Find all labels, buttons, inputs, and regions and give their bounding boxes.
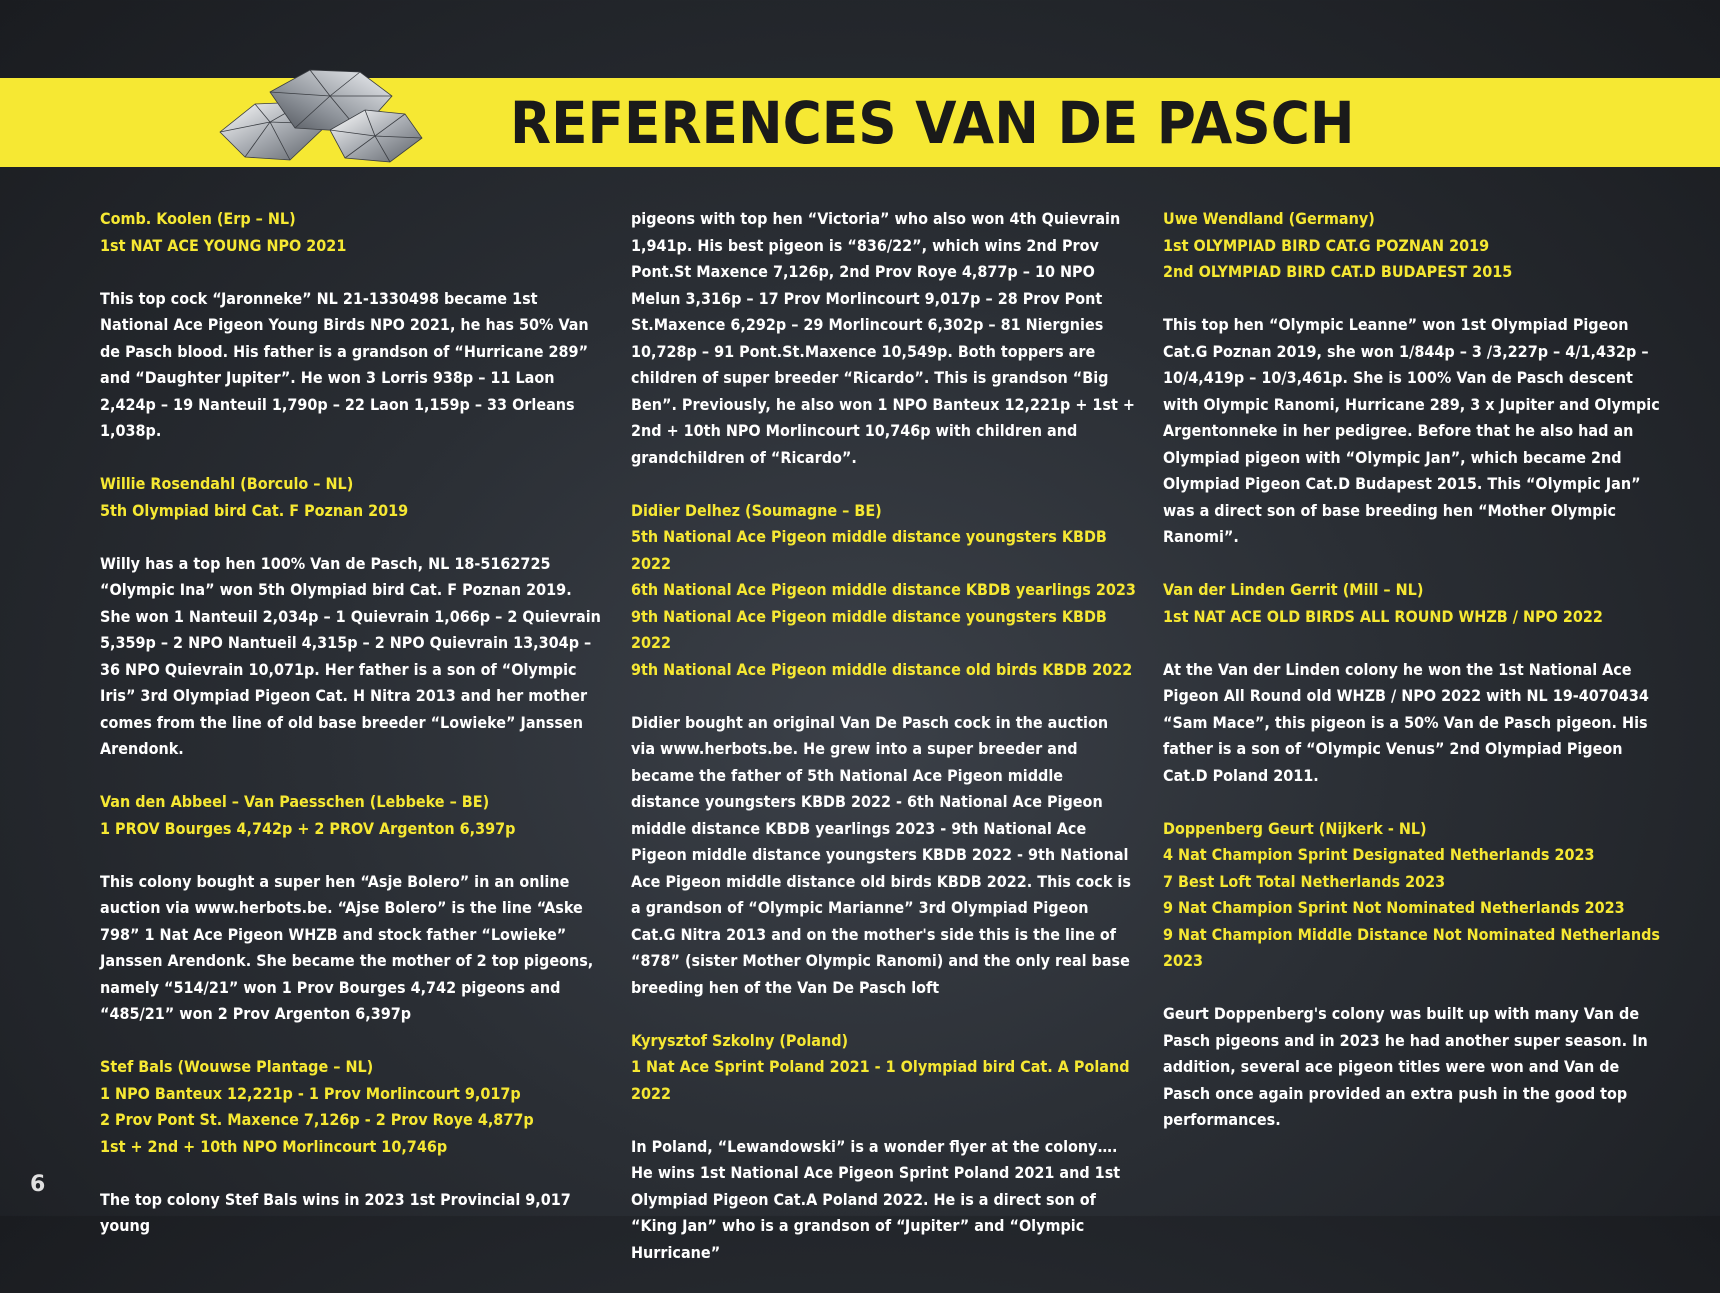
reference-heading: Doppenberg Geurt (Nijkerk - NL) 4 Nat Champion Sprint Designated Netherlands 2023 7 Best Loft Total Netherlands 2023 9 Nat Champion Sprint Not Nominated Netherlands 2023 9 Nat Champion Middle Distance Not Nominated Netherlands 2023 <box>1163 818 1660 970</box>
column-3 <box>1163 206 1668 1160</box>
reference-text: At the Van der Linden colony he won the 1st National Ace Pigeon All Round old WHZB / NPO 2022 with NL 19-4070434 “Sam Mace”, this pigeon is a 50% Van de Pasch pigeon. His father is a son of “Olympic Venus” 2nd Olympiad Pigeon Cat.D Poland 2011. <box>1163 659 1649 785</box>
reference-text: Didier bought an original Van De Pasch cock in the auction via www.herbots.be. He grew into a super breeder and became the father of 5th National Ace Pigeon middle distance youngsters KBDB 2022 - 6th National Ace Pigeon middle distance KBDB yearlings 2023 - 9th National Ace Pigeon middle distance youngsters KBDB 2022 - 9th National Ace Pigeon middle distance old birds KBDB 2022. This cock is a grandson of “Olympic Marianne” 3rd Olympiad Pigeon Cat.G Nitra 2013 and on the mother's side this is the line of “878” (sister Mother Olympic Ranomi) and the only real base breeding hen of the Van De Pasch loft <box>631 712 1131 997</box>
page-title: REFERENCES VAN DE PASCH <box>510 89 1355 157</box>
column-1 <box>100 206 605 1266</box>
reference-heading: Uwe Wendland (Germany) 1st OLYMPIAD BIRD CAT.G POZNAN 2019 2nd OLYMPIAD BIRD CAT.D BUDAPEST 2015 <box>1163 209 1513 281</box>
diamonds-illustration <box>210 62 430 172</box>
reference-heading: Van den Abbeel – Van Paesschen (Lebbeke – BE) 1 PROV Bourges 4,742p + 2 PROV Argenton 6,397p <box>100 792 516 838</box>
reference-heading: Willie Rosendahl (Borculo – NL) 5th Olympiad bird Cat. F Poznan 2019 <box>100 474 409 520</box>
reference-heading: Kyrysztof Szkolny (Poland) 1 Nat Ace Sprint Poland 2021 - 1 Olympiad bird Cat. A Poland 2022 <box>631 1030 1130 1103</box>
reference-text: This top cock “Jaronneke” NL 21-1330498 became 1st National Ace Pigeon Young Birds NPO 2021, he has 50% Van de Pasch blood. His father is a grandson of “Hurricane 289” and “Daughter Jupiter”. He won 3 Lorris 938p – 11 Laon 2,424p – 19 Nanteuil 1,790p – 22 Laon 1,159p – 33 Orleans 1,038p. <box>100 288 589 440</box>
reference-heading: Didier Delhez (Soumagne – BE) 5th National Ace Pigeon middle distance youngsters KBDB 2022 6th National Ace Pigeon middle distance KBDB yearlings 2023 9th National Ace Pigeon middle distance youngsters KBDB 2022 9th National Ace Pigeon middle distance old birds KBDB 2022 <box>631 500 1136 679</box>
reference-heading: Van der Linden Gerrit (Mill – NL) 1st NAT ACE OLD BIRDS ALL ROUND WHZB / NPO 2022 <box>1163 580 1603 626</box>
column-2 <box>631 206 1136 1293</box>
reference-heading: Stef Bals (Wouwse Plantage – NL) 1 NPO Banteux 12,221p - 1 Prov Morlincourt 9,017p 2 Prov Pont St. Maxence 7,126p - 2 Prov Roye 4,877p 1st + 2nd + 10th NPO Morlincourt 10,746p <box>100 1057 534 1156</box>
reference-text: The top colony Stef Bals wins in 2023 1st Provincial 9,017 young <box>100 1189 571 1235</box>
page-number: 6 <box>30 1172 46 1197</box>
reference-text: pigeons with top hen “Victoria” who also won 4th Quievrain 1,941p. His best pigeon is “836/22”, which wins 2nd Prov Pont.St Maxence 7,126p, 2nd Prov Roye 4,877p – 10 NPO Melun 3,316p – 17 Prov Morlincourt 9,017p – 28 Prov Pont St.Maxence 6,292p – 29 Morlincourt 6,302p – 81 Niergnies 10,728p – 91 Pont.St.Maxence 10,549p. Both toppers are children of super breeder “Ricardo”. This is grandson “Big Ben”. Previously, he also won 1 NPO Banteux 12,221p + 1st + 2nd + 10th NPO Morlincourt 10,746p with children and grandchildren of “Ricardo”. <box>631 209 1135 467</box>
reference-heading: Comb. Koolen (Erp – NL) 1st NAT ACE YOUNG NPO 2021 <box>100 209 347 255</box>
reference-text: Geurt Doppenberg's colony was built up with many Van de Pasch pigeons and in 2023 he had another super season. In addition, several ace pigeon titles were won and Van de Pasch once again provided an extra push in the good top performances. <box>1163 1004 1648 1129</box>
reference-text: In Poland, “Lewandowski” is a wonder flyer at the colony…. He wins 1st National Ace Pigeon Sprint Poland 2021 and 1st Olympiad Pigeon Cat.A Poland 2022. He is a direct son of “King Jan” who is a grandson of “Jupiter” and “Olympic Hurricane” <box>631 1136 1121 1262</box>
reference-text: This colony bought a super hen “Asje Bolero” in an online auction via www.herbots.be. “Ajse Bolero” is the line “Aske 798” 1 Nat Ace Pigeon WHZB and stock father “Lowieke” Janssen Arendonk. She became the mother of 2 top pigeons, namely “514/21” won 1 Prov Bourges 4,742 pigeons and “485/21” won 2 Prov Argenton 6,397p <box>100 871 594 1023</box>
reference-text: This top hen “Olympic Leanne” won 1st Olympiad Pigeon Cat.G Poznan 2019, she won 1/844p – 3 /3,227p – 4/1,432p – 10/4,419p – 10/3,461p. She is 100% Van de Pasch descent with Olympic Ranomi, Hurricane 289, 3 x Jupiter and Olympic Argentonneke in her pedigree. Before that he also had an Olympiad pigeon with “Olympic Jan”, which became 2nd Olympiad Pigeon Cat.D Budapest 2015. This “Olympic Jan” was a direct son of base breeding hen “Mother Olympic Ranomi”. <box>1163 315 1660 546</box>
reference-text: Willy has a top hen 100% Van de Pasch, NL 18-5162725 “Olympic Ina” won 5th Olympiad bird Cat. F Poznan 2019. She won 1 Nanteuil 2,034p – 1 Quievrain 1,066p – 2 Quievrain 5,359p – 2 NPO Nantueil 4,315p – 2 NPO Quievrain 13,304p – 36 NPO Quievrain 10,071p. Her father is a son of “Olympic Iris” 3rd Olympiad Pigeon Cat. H Nitra 2013 and her mother comes from the line of old base breeder “Lowieke” Janssen Arendonk. <box>100 553 601 758</box>
